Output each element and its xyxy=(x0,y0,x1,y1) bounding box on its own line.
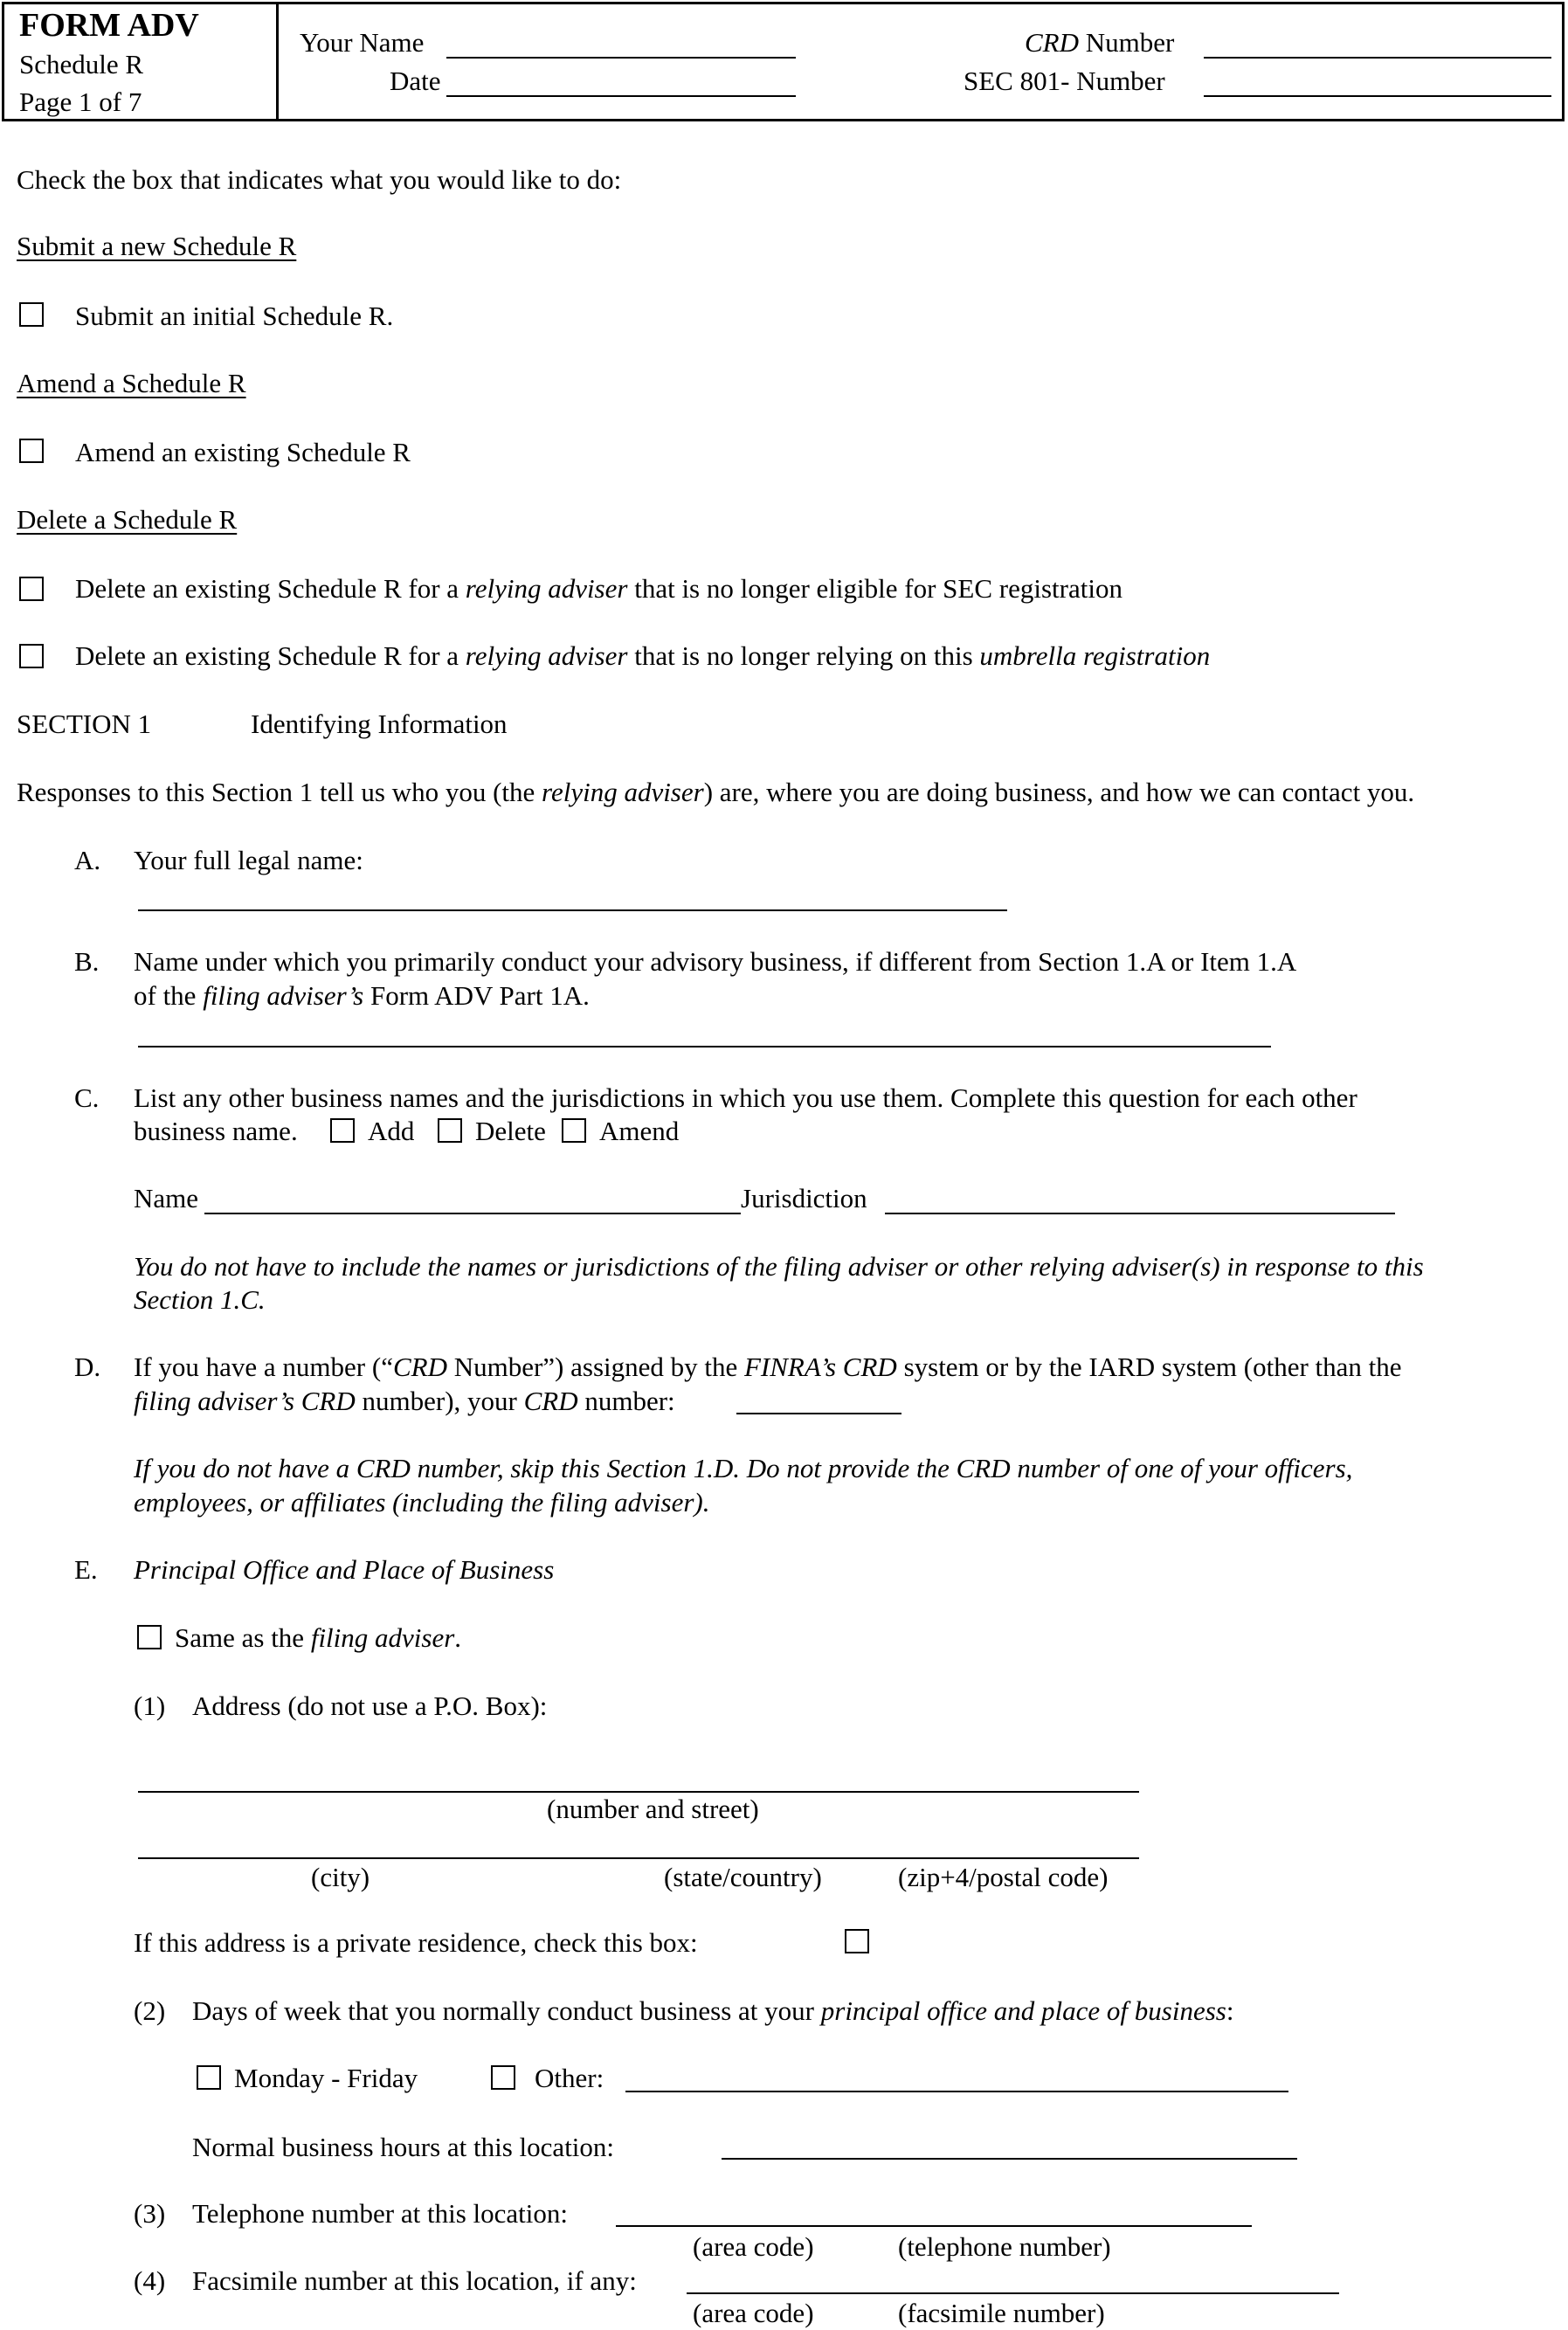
city-caption: (city) xyxy=(311,1862,370,1892)
item-d-note-line2: employees, or affiliates (including the filing adviser). xyxy=(134,1487,710,1518)
add-checkbox[interactable] xyxy=(330,1118,355,1143)
sec-number-field[interactable] xyxy=(1204,95,1551,97)
item-b-line2: of the filing adviser’s Form ADV Part 1A. xyxy=(134,980,590,1011)
date-label: Date xyxy=(390,66,441,96)
section-1-title: Identifying Information xyxy=(251,709,508,739)
private-residence-label: If this address is a private residence, check this box: xyxy=(134,1927,698,1958)
monday-friday-checkbox[interactable] xyxy=(197,2065,221,2090)
delete-label: Delete xyxy=(475,1116,546,1146)
monday-friday-label: Monday - Friday xyxy=(234,2063,418,2093)
amend-existing-label: Amend an existing Schedule R xyxy=(75,437,411,467)
item-d-note-line1: If you do not have a CRD number, skip this Section 1.D. Do not provide the CRD number of one of your officers, xyxy=(134,1453,1353,1483)
city-state-zip-field[interactable] xyxy=(138,1857,1139,1859)
amend-existing-checkbox[interactable] xyxy=(19,439,44,463)
other-days-label: Other: xyxy=(535,2063,604,2093)
state-caption: (state/country) xyxy=(664,1862,822,1892)
q4-number: (4) xyxy=(134,2265,166,2296)
same-as-filing-adviser-label: Same as the filing adviser. xyxy=(175,1622,462,1653)
q1-number: (1) xyxy=(134,1690,166,1721)
same-as-filing-adviser-checkbox[interactable] xyxy=(137,1625,162,1649)
q2-number: (2) xyxy=(134,1995,166,2026)
days-of-week-label: Days of week that you normally conduct business at your principal office and place of business: xyxy=(192,1995,1234,2026)
submit-heading: Submit a new Schedule R xyxy=(17,231,297,261)
telephone-area-code-caption: (area code) xyxy=(693,2231,814,2262)
delete-checkbox[interactable] xyxy=(438,1118,462,1143)
item-d-letter: D. xyxy=(74,1352,101,1382)
submit-initial-checkbox[interactable] xyxy=(19,302,44,327)
item-c-line1: List any other business names and the jurisdictions in which you use them. Complete this question for each other xyxy=(134,1082,1357,1113)
delete-not-relying-checkbox[interactable] xyxy=(19,644,44,668)
item-a-letter: A. xyxy=(74,845,101,875)
instruction-text: Check the box that indicates what you would like to do: xyxy=(17,164,622,195)
other-days-field[interactable] xyxy=(625,2091,1288,2092)
delete-not-relying-label: Delete an existing Schedule R for a relying adviser that is no longer relying on this umbrella registration xyxy=(75,640,1211,671)
your-name-field[interactable] xyxy=(446,57,796,59)
delete-ineligible-checkbox[interactable] xyxy=(19,577,44,601)
form-header xyxy=(2,2,1565,121)
your-name-label: Your Name xyxy=(300,27,425,58)
item-b-letter: B. xyxy=(74,946,100,977)
private-residence-checkbox[interactable] xyxy=(845,1929,869,1953)
amend-label: Amend xyxy=(599,1116,680,1146)
amend-heading: Amend a Schedule R xyxy=(17,368,246,398)
telephone-number-caption: (telephone number) xyxy=(898,2231,1111,2262)
header-divider xyxy=(276,4,279,119)
item-b-line1: Name under which you primarily conduct your advisory business, if different from Section 1.A or Item 1.A xyxy=(134,946,1297,977)
other-name-label: Name xyxy=(134,1183,199,1213)
section-1-label: SECTION 1 xyxy=(17,709,152,739)
date-field[interactable] xyxy=(446,95,796,97)
crd-number-label: CRD Number xyxy=(1025,27,1175,58)
item-a-text: Your full legal name: xyxy=(134,845,363,875)
facsimile-label: Facsimile number at this location, if any: xyxy=(192,2265,637,2296)
submit-initial-label: Submit an initial Schedule R. xyxy=(75,301,394,331)
facsimile-number-caption: (facsimile number) xyxy=(898,2298,1105,2328)
business-name-field[interactable] xyxy=(138,1046,1271,1047)
other-name-field[interactable] xyxy=(204,1213,741,1214)
street-caption: (number and street) xyxy=(547,1794,759,1824)
item-e-letter: E. xyxy=(74,1554,98,1585)
section-1-description: Responses to this Section 1 tell us who you (the relying adviser) are, where you are doing business, and how we can contact you. xyxy=(17,777,1415,807)
facsimile-area-code-caption: (area code) xyxy=(693,2298,814,2328)
item-c-letter: C. xyxy=(74,1082,100,1113)
sec-number-label: SEC 801- Number xyxy=(964,66,1165,96)
item-c-line2: business name. xyxy=(134,1116,298,1146)
add-label: Add xyxy=(368,1116,415,1146)
delete-heading: Delete a Schedule R xyxy=(17,504,238,535)
item-c-note-line1: You do not have to include the names or jurisdictions of the filing adviser or other relying adviser(s) in response to this xyxy=(134,1251,1424,1282)
item-d-line1: If you have a number (“CRD Number”) assigned by the FINRA’s CRD system or by the IARD system (other than the xyxy=(134,1352,1402,1382)
form-title: FORM ADV xyxy=(19,7,199,44)
schedule-label: Schedule R xyxy=(19,49,144,80)
facsimile-field[interactable] xyxy=(687,2292,1339,2294)
jurisdiction-label: Jurisdiction xyxy=(741,1183,867,1213)
other-days-checkbox[interactable] xyxy=(491,2065,515,2090)
crd-number-input[interactable] xyxy=(736,1413,901,1414)
page-number: Page 1 of 7 xyxy=(19,86,142,117)
telephone-field[interactable] xyxy=(616,2225,1252,2227)
item-e-title: Principal Office and Place of Business xyxy=(134,1554,555,1585)
zip-caption: (zip+4/postal code) xyxy=(898,1862,1109,1892)
telephone-label: Telephone number at this location: xyxy=(192,2198,568,2229)
address-label: Address (do not use a P.O. Box): xyxy=(192,1690,548,1721)
street-field[interactable] xyxy=(138,1791,1139,1793)
amend-checkbox[interactable] xyxy=(562,1118,586,1143)
business-hours-field[interactable] xyxy=(722,2158,1297,2160)
business-hours-label: Normal business hours at this location: xyxy=(192,2132,615,2162)
jurisdiction-field[interactable] xyxy=(885,1213,1395,1214)
crd-number-field[interactable] xyxy=(1204,57,1551,59)
delete-ineligible-label: Delete an existing Schedule R for a relying adviser that is no longer eligible for SEC registration xyxy=(75,573,1122,604)
q3-number: (3) xyxy=(134,2198,166,2229)
legal-name-field[interactable] xyxy=(138,909,1007,911)
item-d-line2: filing adviser’s CRD number), your CRD number: xyxy=(134,1386,675,1416)
item-c-note-line2: Section 1.C. xyxy=(134,1284,266,1315)
